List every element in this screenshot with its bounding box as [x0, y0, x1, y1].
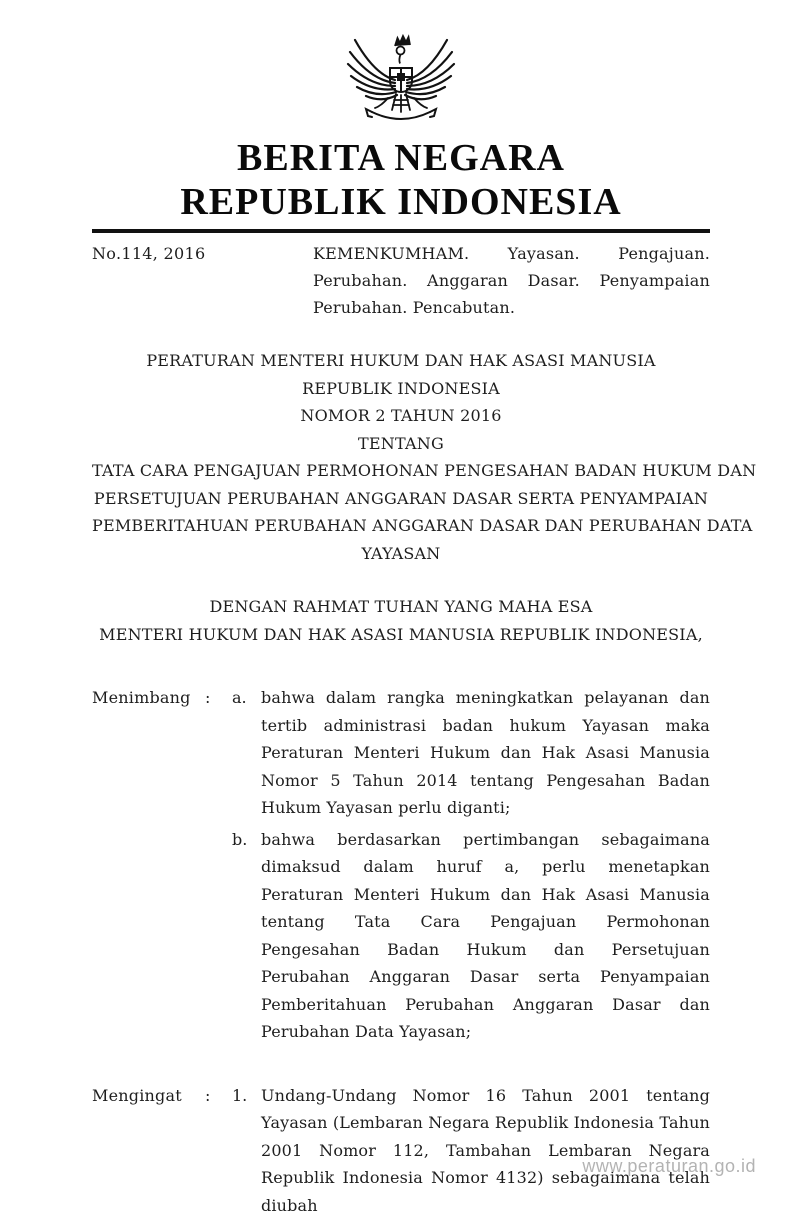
- consideration-marker: b.: [232, 829, 248, 849]
- consideration-item: [92, 826, 710, 1046]
- regulation-subject-line: PERSETUJUAN PERUBAHAN ANGGARAN DASAR SERTA PENYAMPAIAN: [93, 488, 709, 508]
- considerations-section: [92, 684, 710, 1046]
- considerations-label: Menimbang: [92, 688, 191, 707]
- subject-tags: KEMENKUMHAM. Yayasan. Pengajuan. Perubahan. Anggaran Dasar. Penyampaian Perubahan. Pencabutan.: [313, 244, 710, 317]
- consideration-marker: a.: [232, 688, 247, 707]
- issue-number: No.114, 2016: [92, 244, 206, 263]
- regulation-subject-line: PEMBERITAHUAN PERUBAHAN ANGGARAN DASAR DAN PERUBAHAN DATA: [92, 516, 753, 535]
- watermark: www.peraturan.go.id: [582, 1156, 756, 1176]
- preamble-authority: MENTERI HUKUM DAN HAK ASASI MANUSIA REPUBLIK INDONESIA,: [99, 624, 703, 644]
- consideration-text: bahwa berdasarkan pertimbangan sebagaimana dimaksud dalam huruf a, perlu menetapkan Peraturan Menteri Hukum dan Hak Asasi Manusia tentang Tata Cara Pengajuan Permohonan Pengesahan Badan Hukum dan Persetujuan Perubahan Anggaran Dasar serta Penyampaian Pemberitahuan Perubahan Anggaran Dasar dan Perubahan Data Yayasan;: [261, 829, 710, 1041]
- consideration-text: bahwa dalam rangka meningkatkan pelayanan dan tertib administrasi badan hukum Yayasan maka Peraturan Menteri Hukum dan Hak Asasi Manusia Nomor 5 Tahun 2014 tentang Pengesahan Badan Hukum Yayasan perlu diganti;: [261, 688, 710, 817]
- preamble-invocation: DENGAN RAHMAT TUHAN YANG MAHA ESA: [209, 597, 593, 616]
- regulation-title: [92, 347, 757, 567]
- regulation-subject-line: YAYASAN: [361, 543, 441, 563]
- considerations-colon: :: [205, 688, 211, 707]
- masthead-title-line2: REPUBLIK INDONESIA: [180, 181, 622, 223]
- legal-basis-section: [92, 1082, 710, 1220]
- gazette-header-row: [92, 240, 710, 321]
- consideration-item: [92, 684, 710, 822]
- regulation-title-line: PERATURAN MENTERI HUKUM DAN HAK ASASI MANUSIA: [146, 351, 656, 370]
- legal-basis-marker: 1.: [232, 1085, 248, 1105]
- masthead-title-line1: BERITA NEGARA: [237, 137, 565, 179]
- regulation-subject-line: TATA CARA PENGAJUAN PERMOHONAN PENGESAHAN BADAN HUKUM DAN: [92, 461, 757, 480]
- legal-basis-item: [92, 1082, 710, 1220]
- emblem-container: [92, 26, 710, 130]
- masthead-rule: [92, 229, 710, 233]
- preamble: [92, 593, 710, 648]
- legal-basis-text: Undang-Undang Nomor 16 Tahun 2001 tentang Yayasan (Lembaran Negara Republik Indonesia Tahun 2001 Nomor 112, Tambahan Lembaran Negara Republik Indonesia Nomor 4132) sebagaimana telah diubah: [261, 1085, 710, 1215]
- masthead: [92, 136, 710, 224]
- regulation-tentang-line: TENTANG: [358, 433, 444, 453]
- legal-basis-label: Mengingat: [92, 1085, 182, 1105]
- legal-basis-colon: :: [205, 1085, 211, 1105]
- garuda-emblem-icon: [342, 26, 460, 130]
- regulation-number-line: NOMOR 2 TAHUN 2016: [300, 406, 502, 425]
- regulation-title-line: REPUBLIK INDONESIA: [302, 378, 500, 398]
